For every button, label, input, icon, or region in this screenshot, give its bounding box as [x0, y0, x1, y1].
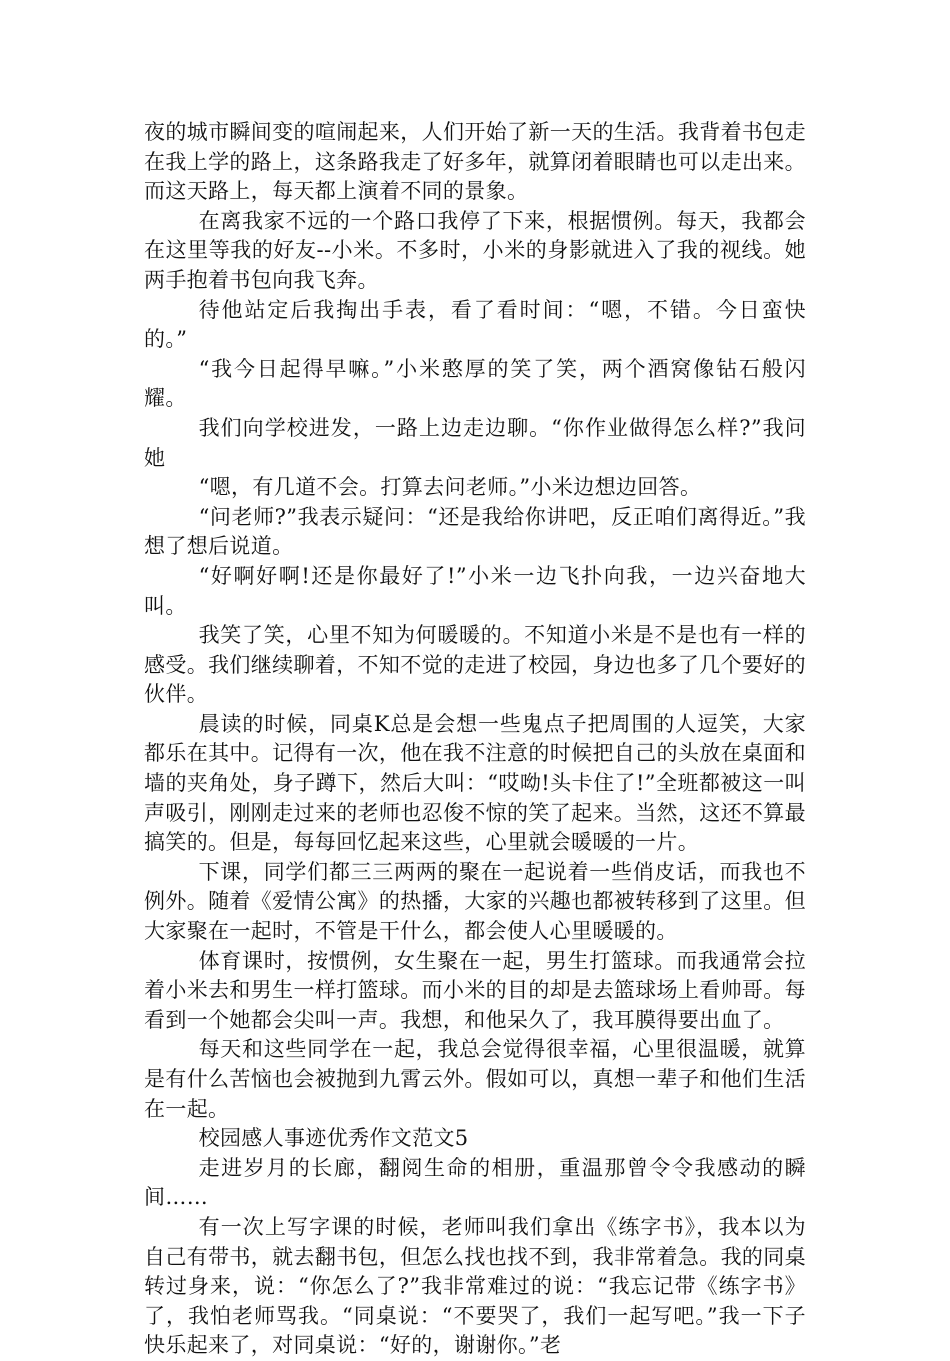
paragraph: 我笑了笑，心里不知为何暖暖的。不知道小米是不是也有一样的感受。我们继续聊着，不知不觉的走进了校园，身边也多了几个要好的伙伴。: [144, 623, 806, 707]
paragraph: 在离我家不远的一个路口我停了下来，根据惯例。每天，我都会在这里等我的好友--小米。不多时，小米的身影就进入了我的视线。她两手抱着书包向我飞奔。: [144, 208, 806, 292]
paragraph: 夜的城市瞬间变的喧闹起来，人们开始了新一天的生活。我背着书包走在我上学的路上，这条路我走了好多年，就算闭着眼睛也可以走出来。而这天路上，每天都上演着不同的景象。: [144, 120, 806, 204]
paragraph: “嗯，有几道不会。打算去问老师。”小米边想边回答。: [198, 475, 702, 500]
paragraph: 下课，同学们都三三两两的聚在一起说着一些俏皮话，而我也不例外。随着《爱情公寓》的热播，大家的兴趣也都被转移到了这里。但大家聚在一起时，不管是干什么，都会使人心里暖暖的。: [144, 859, 806, 944]
paragraph: 体育课时，按惯例，女生聚在一起，男生打篮球。而我通常会拉着小米去和男生一样打篮球。而小米的目的却是去篮球场上看帅哥。每看到一个她都会尖叫一声。我想，和他呆久了，我耳膜得要出血了。: [144, 948, 806, 1032]
paragraph: “问老师?”我表示疑问：“还是我给你讲吧，反正咱们离得近。”我想了想后说道。: [144, 504, 806, 559]
section-heading: 校园感人事迹优秀作文范文5: [198, 1126, 469, 1151]
paragraph: 待他站定后我掏出手表，看了看时间：“嗯，不错。今日蛮快的。”: [144, 297, 806, 352]
paragraph: 走进岁月的长廊，翻阅生命的相册，重温那曾令令我感动的瞬间……: [144, 1155, 806, 1210]
paragraph: 晨读的时候，同桌K总是会想一些鬼点子把周围的人逗笑，大家都乐在其中。记得有一次，他在我不注意的时候把自己的头放在桌面和墙的夹角处，身子蹲下，然后大叫：“哎呦!头卡住了!”全班都被这一叫声吸引，刚刚走过来的老师也忍俊不惊的笑了起来。当然，这还不算最搞笑的。但是，每每回忆起来这些，心里就会暖暖的一片。: [144, 711, 806, 855]
paragraph: “好啊好啊!还是你最好了!”小米一边飞扑向我，一边兴奋地大叫。: [144, 563, 806, 618]
paragraph: 每天和这些同学在一起，我总会觉得很幸福，心里很温暖，就算是有什么苦恼也会被抛到九霄云外。假如可以，真想一辈子和他们生活在一起。: [144, 1037, 806, 1121]
document-body: [144, 118, 806, 1361]
paragraph: 我们向学校进发，一路上边走边聊。“你作业做得怎么样?”我问她: [144, 415, 806, 470]
paragraph: “我今日起得早嘛。”小米憨厚的笑了笑，两个酒窝像钻石般闪耀。: [144, 356, 806, 411]
paragraph: 有一次上写字课的时候，老师叫我们拿出《练字书》，我本以为自己有带书，就去翻书包，但怎么找也找不到，我非常着急。我的同桌转过身来，说：“你怎么了?”我非常难过的说：“我忘记带《练字书》了，我怕老师骂我。“同桌说：“不要哭了，我们一起写吧。”我一下子快乐起来了，对同桌说：“好的，谢谢你。”老: [144, 1214, 806, 1358]
